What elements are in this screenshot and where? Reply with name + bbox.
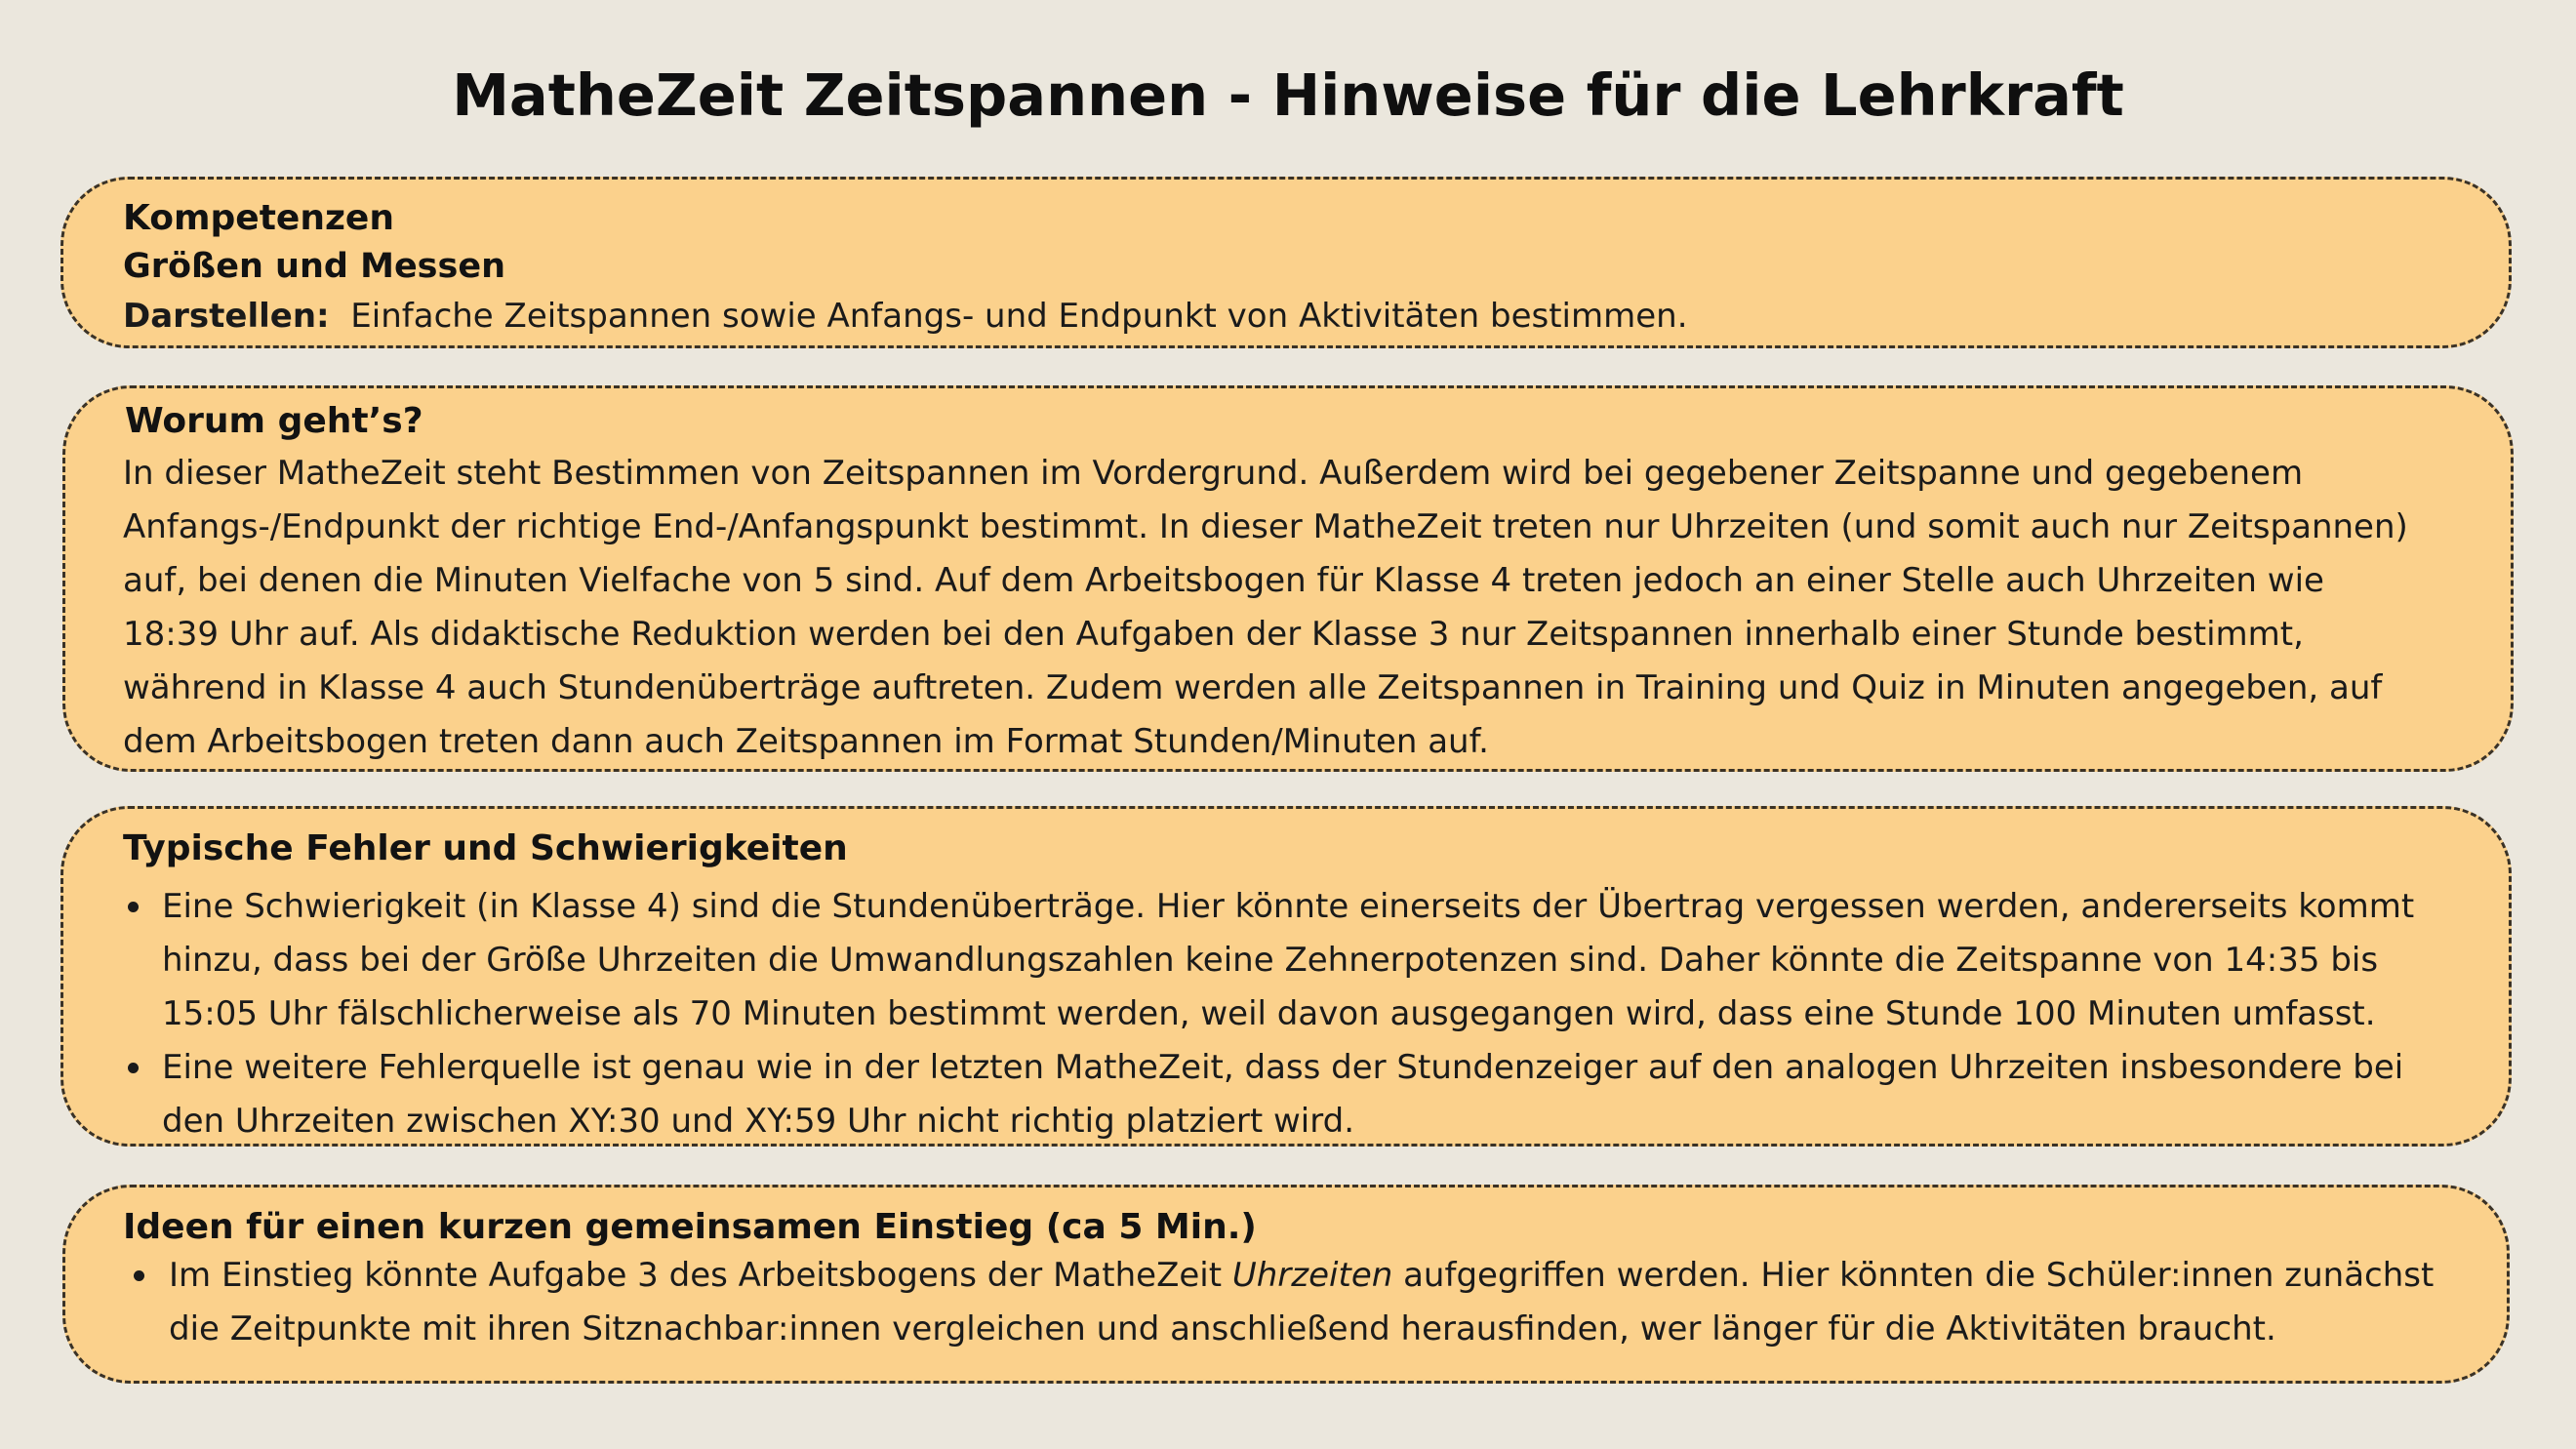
ideen-line1-pre: Im Einstieg könnte Aufgabe 3 des Arbeitsbogens der MatheZeit	[169, 1256, 1232, 1295]
kompetenzen-text: Einfache Zeitspannen sowie Anfangs- und Endpunkt von Aktivitäten bestimmen.	[350, 297, 1688, 336]
bullet-icon	[134, 1270, 144, 1281]
worum-line: 18:39 Uhr auf. Als didaktische Reduktion werden bei den Aufgaben der Klasse 3 nur Zeitspannen innerhalb einer Stunde bestimmt,	[123, 615, 2304, 654]
fehler-bullet1-line: Eine Schwierigkeit (in Klasse 4) sind die Stundenüberträge. Hier könnte einerseits der Übertrag vergessen werden, andererseits kommt	[162, 887, 2415, 926]
kompetenzen-heading: Kompetenzen	[123, 198, 394, 238]
worum-line: während in Klasse 4 auch Stundenüberträge auftreten. Zudem werden alle Zeitspannen in Training und Quiz in Minuten angegeben, auf	[123, 668, 2383, 707]
fehler-bullet2-line: Eine weitere Fehlerquelle ist genau wie in der letzten MatheZeit, dass der Stundenzeiger auf den analogen Uhrzeiten insbesondere bei	[162, 1048, 2404, 1087]
fehler-bullet2-line: den Uhrzeiten zwischen XY:30 und XY:59 Uhr nicht richtig platziert wird.	[162, 1102, 1355, 1141]
fehler-heading: Typische Fehler und Schwierigkeiten	[123, 828, 848, 868]
bullet-icon	[128, 1063, 139, 1073]
fehler-bullet1-line: 15:05 Uhr fälschlicherweise als 70 Minuten bestimmt werden, weil davon ausgegangen wird, dass eine Stunde 100 Minuten umfasst.	[162, 994, 2376, 1033]
fehler-bullet1-line: hinzu, dass bei der Größe Uhrzeiten die Umwandlungszahlen keine Zehnerpotenzen sind. Daher könnte die Zeitspanne von 14:35 bis	[162, 941, 2379, 980]
ideen-line1-post: aufgegriffen werden. Hier könnten die Schüler:innen zunächst	[1392, 1256, 2435, 1295]
ideen-heading: Ideen für einen kurzen gemeinsamen Einstieg (ca 5 Min.)	[123, 1207, 1257, 1247]
bullet-icon	[128, 902, 139, 912]
kompetenzen-label: Darstellen:	[123, 297, 330, 336]
worum-heading: Worum geht’s?	[125, 401, 423, 441]
worum-line: Anfangs-/Endpunkt der richtige End-/Anfangspunkt bestimmt. In dieser MatheZeit treten nur Uhrzeiten (und somit auch nur Zeitspannen)	[123, 507, 2408, 546]
worum-line: dem Arbeitsbogen treten dann auch Zeitspannen im Format Stunden/Minuten auf.	[123, 722, 1489, 761]
page-title: MatheZeit Zeitspannen - Hinweise für die Lehrkraft	[452, 61, 2124, 129]
ideen-line1-em: Uhrzeiten	[1231, 1256, 1393, 1295]
ideen-line: die Zeitpunkte mit ihren Sitznachbar:innen vergleichen und anschließend herausfinden, wer länger für die Aktivitäten braucht.	[169, 1309, 2276, 1348]
worum-line: In dieser MatheZeit steht Bestimmen von Zeitspannen im Vordergrund. Außerdem wird bei gegebener Zeitspanne und gegebenem	[123, 454, 2304, 493]
kompetenzen-line	[123, 290, 1688, 342]
kompetenzen-subheading: Größen und Messen	[123, 247, 506, 286]
ideen-line	[169, 1249, 2434, 1302]
worum-line: auf, bei denen die Minuten Vielfache von 5 sind. Auf dem Arbeitsbogen für Klasse 4 treten jedoch an einer Stelle auch Uhrzeiten wie	[123, 561, 2324, 600]
